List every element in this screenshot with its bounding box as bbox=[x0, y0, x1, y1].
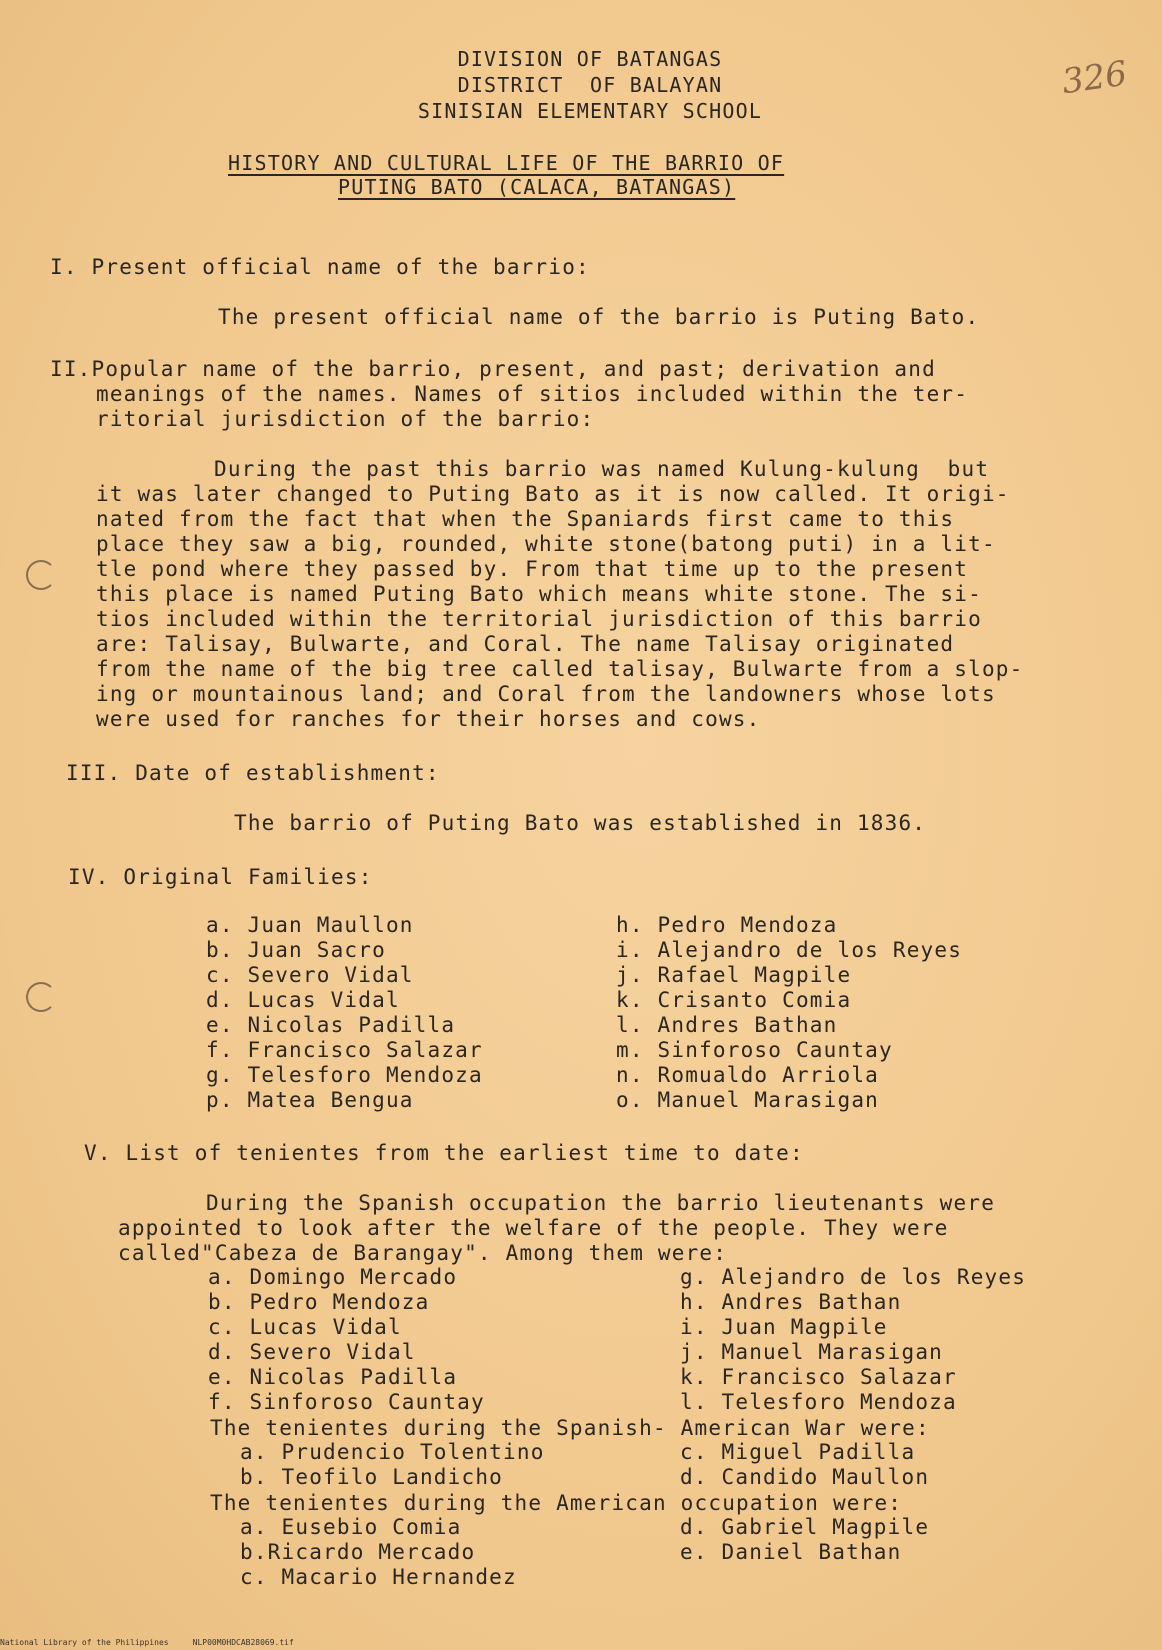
family-item: p. Matea Bengua bbox=[206, 1088, 414, 1112]
section-5-heading: V. List of tenientes from the earliest time to date: bbox=[84, 1141, 804, 1165]
document-title-line2: PUTING BATO (CALACA, BATANGAS) bbox=[338, 175, 736, 199]
section-4-heading: IV. Original Families: bbox=[68, 865, 373, 889]
archive-footer: National Library of the Philippines NLP00M0HDCAB28069.tif bbox=[0, 1638, 294, 1647]
family-item: h. Pedro Mendoza bbox=[616, 913, 838, 937]
teniente-item: i. Juan Magpile bbox=[680, 1315, 888, 1339]
section-2-heading-line: meanings of the names. Names of sitios included within the ter- bbox=[96, 382, 969, 406]
page-number: 326 bbox=[1059, 53, 1130, 103]
spanish-american-war-list bbox=[240, 1440, 1100, 1490]
teniente-item: d. Candido Maullon bbox=[680, 1465, 930, 1489]
section-2-body-line: were used for ranches for their horses and cows. bbox=[96, 707, 761, 731]
section-2-body-line: tios included within the territorial jurisdiction of this barrio bbox=[96, 607, 982, 631]
spanish-american-war-heading: The tenientes during the Spanish- American War were: bbox=[210, 1416, 930, 1440]
family-item: c. Severo Vidal bbox=[206, 963, 414, 987]
family-item: l. Andres Bathan bbox=[616, 1013, 838, 1037]
binding-hole-mark bbox=[26, 560, 56, 590]
cabeza-de-barangay-list bbox=[208, 1265, 1100, 1415]
document-title-line1: HISTORY AND CULTURAL LIFE OF THE BARRIO OF bbox=[228, 151, 785, 175]
american-occupation-list bbox=[240, 1515, 1100, 1590]
teniente-item: c. Lucas Vidal bbox=[208, 1315, 402, 1339]
section-5-intro-line: During the Spanish occupation the barrio lieutenants were bbox=[206, 1191, 996, 1215]
section-3-body: The barrio of Puting Bato was established in 1836. bbox=[234, 811, 927, 835]
teniente-item: b. Teofilo Landicho bbox=[240, 1465, 504, 1489]
family-item: n. Romualdo Arriola bbox=[616, 1063, 880, 1087]
family-item: m. Sinforoso Cauntay bbox=[616, 1038, 893, 1062]
section-2-body-line: During the past this barrio was named Kulung-kulung but bbox=[214, 457, 990, 481]
section-3-heading: III. Date of establishment: bbox=[66, 761, 440, 785]
teniente-item: c. Macario Hernandez bbox=[240, 1565, 517, 1589]
american-occupation-heading: The tenientes during the American occupation were: bbox=[210, 1491, 903, 1515]
section-2-body-line: tle pond where they passed by. From that time up to the present bbox=[96, 557, 969, 581]
teniente-item: a. Eusebio Comia bbox=[240, 1515, 462, 1539]
family-item: k. Crisanto Comia bbox=[616, 988, 852, 1012]
teniente-item: k. Francisco Salazar bbox=[680, 1365, 957, 1389]
section-5-intro-line: appointed to look after the welfare of the people. They were bbox=[118, 1216, 949, 1240]
section-2-heading-line: II.Popular name of the barrio, present, and past; derivation and bbox=[50, 357, 936, 381]
teniente-item: e. Daniel Bathan bbox=[680, 1540, 902, 1564]
section-2-body-line: this place is named Puting Bato which means white stone. The si- bbox=[96, 582, 982, 606]
section-1-body: The present official name of the barrio is Puting Bato. bbox=[218, 305, 980, 329]
teniente-item: f. Sinforoso Cauntay bbox=[208, 1390, 485, 1414]
family-item: d. Lucas Vidal bbox=[206, 988, 400, 1012]
family-item: a. Juan Maullon bbox=[206, 913, 414, 937]
section-2-body-line: nated from the fact that when the Spaniards first came to this bbox=[96, 507, 955, 531]
teniente-item: d. Severo Vidal bbox=[208, 1340, 416, 1364]
section-2-body-line: from the name of the big tree called talisay, Bulwarte from a slop- bbox=[96, 657, 1024, 681]
original-families-list bbox=[206, 913, 1036, 1113]
family-item: f. Francisco Salazar bbox=[206, 1038, 483, 1062]
teniente-item: c. Miguel Padilla bbox=[680, 1440, 916, 1464]
family-item: e. Nicolas Padilla bbox=[206, 1013, 456, 1037]
header-school: SINISIAN ELEMENTARY SCHOOL bbox=[417, 99, 763, 123]
family-item: o. Manuel Marasigan bbox=[616, 1088, 880, 1112]
family-item: b. Juan Sacro bbox=[206, 938, 386, 962]
teniente-item: d. Gabriel Magpile bbox=[680, 1515, 930, 1539]
family-item: j. Rafael Magpile bbox=[616, 963, 852, 987]
family-item: g. Telesforo Mendoza bbox=[206, 1063, 483, 1087]
teniente-item: g. Alejandro de los Reyes bbox=[680, 1265, 1027, 1289]
teniente-item: b. Pedro Mendoza bbox=[208, 1290, 430, 1314]
section-5-intro-line: called"Cabeza de Barangay". Among them were: bbox=[118, 1241, 728, 1265]
binding-hole-mark bbox=[26, 982, 56, 1012]
section-2-body-line: it was later changed to Puting Bato as it is now called. It origi- bbox=[96, 482, 1010, 506]
header-district: DISTRICT OF BALAYAN bbox=[457, 73, 723, 97]
teniente-item: e. Nicolas Padilla bbox=[208, 1365, 458, 1389]
teniente-item: b.Ricardo Mercado bbox=[240, 1540, 476, 1564]
teniente-item: a. Prudencio Tolentino bbox=[240, 1440, 545, 1464]
section-2-body-line: are: Talisay, Bulwarte, and Coral. The name Talisay originated bbox=[96, 632, 955, 656]
section-2-body-line: place they saw a big, rounded, white stone(batong puti) in a lit- bbox=[96, 532, 996, 556]
section-1-heading: I. Present official name of the barrio: bbox=[50, 255, 590, 279]
section-2-heading-line: ritorial jurisdiction of the barrio: bbox=[96, 407, 595, 431]
section-2-body-line: ing or mountainous land; and Coral from the landowners whose lots bbox=[96, 682, 996, 706]
teniente-item: j. Manuel Marasigan bbox=[680, 1340, 944, 1364]
teniente-item: a. Domingo Mercado bbox=[208, 1265, 458, 1289]
family-item: i. Alejandro de los Reyes bbox=[616, 938, 963, 962]
header-division: DIVISION OF BATANGAS bbox=[457, 47, 723, 71]
teniente-item: h. Andres Bathan bbox=[680, 1290, 902, 1314]
teniente-item: l. Telesforo Mendoza bbox=[680, 1390, 957, 1414]
